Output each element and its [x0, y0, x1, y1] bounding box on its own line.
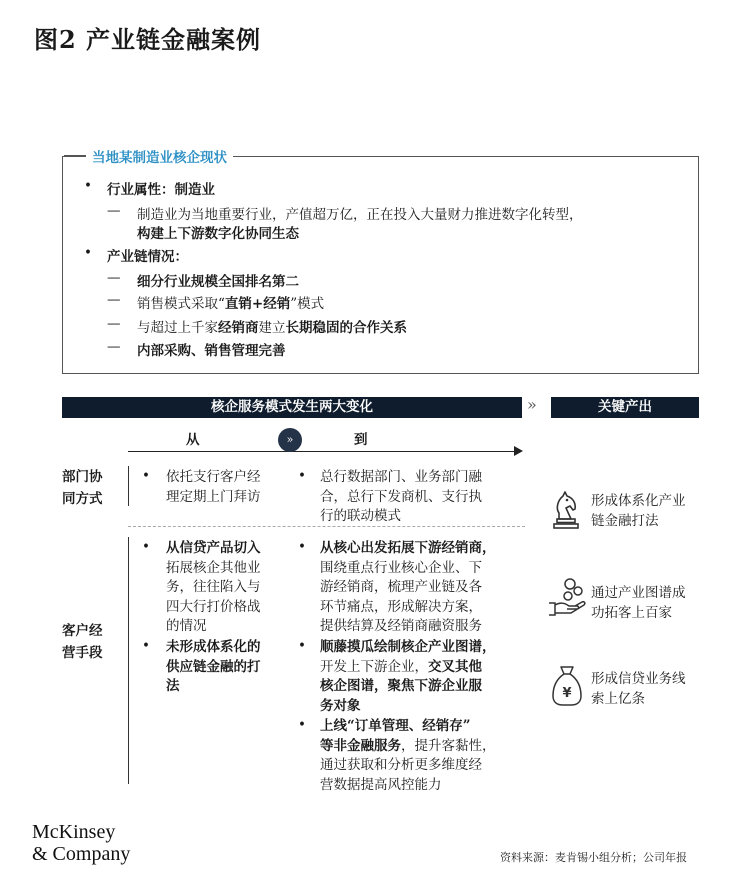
arrow-head-icon	[514, 446, 523, 456]
bullet: •	[298, 717, 306, 733]
source-note: 资料来源：麦肯锡小组分析；公司年报	[500, 851, 687, 864]
dash: —	[107, 339, 121, 355]
output-2-line2: 功拓客上百家	[591, 604, 672, 621]
chain-item-3-d: 长期稳固的合作关系	[285, 320, 407, 336]
output-1-line2: 链金融打法	[591, 512, 659, 529]
dash: —	[107, 203, 121, 219]
bullet: •	[298, 638, 306, 654]
output-3-line1: 形成信贷业务线	[591, 671, 686, 687]
yuan-glyph: ¥	[562, 686, 572, 701]
changes-header: 核企服务模式发生两大变化	[62, 397, 522, 418]
row2-to-c-line2-a: 等非金融服务	[320, 737, 401, 754]
row2-to-b-line2	[320, 658, 496, 678]
row2-to-a-line2: 围绕重点行业核心企业、下	[320, 559, 482, 576]
row2-to-c-line4: 营数据提高风控能力	[320, 776, 442, 793]
chain-item-2	[137, 292, 324, 312]
chess-knight-icon	[551, 489, 581, 531]
row2-label-line1: 客户经	[62, 623, 103, 639]
row2-to-b-line4: 务对象	[320, 697, 361, 714]
outputs-header: 关键产出	[551, 397, 699, 418]
chain-item-3-b: 经销商	[218, 320, 259, 336]
row2-from-a-line1: 从信贷产品切入	[166, 540, 261, 556]
row1-to-line3: 行的联动模式	[320, 508, 401, 524]
logo-line1: McKinsey	[32, 821, 116, 843]
row1-to-line1: 总行数据部门、业务部门融	[320, 469, 482, 485]
output-1-line1: 形成体系化产业	[591, 493, 686, 509]
status-box-title: 当地某制造业核企现状	[86, 146, 233, 166]
bullet: •	[298, 468, 306, 484]
row2-to-a-line5: 提供结算及经销商融资服务	[320, 618, 482, 634]
row2-to-c-line2	[320, 737, 496, 757]
row2-from-a-line5: 的情况	[166, 618, 207, 634]
row2-from-a-line2: 拓展核企其他业	[166, 559, 261, 576]
row2-divider	[128, 537, 129, 784]
chain-item-2-a: 销售模式采取“	[137, 296, 225, 312]
bullet: •	[142, 638, 150, 654]
row2-to-c-line2-b: ，提升客黏性，	[401, 737, 496, 754]
from-label: 从	[186, 432, 200, 448]
chain-item-2-c: ”模式	[290, 296, 325, 312]
bullet: •	[142, 468, 150, 484]
row1-to-line2: 合，总行下发商机、支行执	[320, 488, 482, 505]
industry-label: 行业属性：制造业	[107, 182, 215, 198]
bullet: •	[84, 245, 92, 261]
row2-to-c-line3: 通过获取和分析更多维度经	[320, 757, 482, 773]
bullet: •	[84, 178, 92, 194]
row2-to-b-line3: 核企图谱，聚焦下游企业服	[320, 678, 482, 694]
chain-item-2-b: 直销+经销	[224, 296, 291, 312]
row1-from-line1: 依托支行客户经	[166, 469, 261, 485]
row2-from-a-line4: 四大行打价格战	[166, 598, 261, 615]
chain-item-1: 细分行业规模全国排名第二	[137, 274, 299, 290]
row2-to-b-line1: 顺藤摸瓜绘制核企产业图谱，	[320, 639, 496, 655]
row2-from-b-line2: 供应链金融的打	[166, 658, 261, 675]
row2-to-b-line2-b: 交叉其他	[428, 658, 482, 675]
chain-item-3-a: 与超过上千家	[137, 320, 218, 336]
row2-from-b-line3: 法	[166, 678, 180, 694]
yuan-bag-icon	[551, 665, 583, 707]
row2-to-a-line3: 游经销商，梳理产业链及各	[320, 579, 482, 595]
chain-label: 产业链情况：	[107, 249, 188, 265]
row2-to-a-line1: 从核心出发拓展下游经销商，	[320, 540, 496, 556]
from-to-arrow-line	[128, 451, 516, 452]
mckinsey-logo	[32, 821, 130, 865]
output-2-line1: 通过产业图谱成	[591, 585, 686, 601]
row1-label-line1: 部门协	[62, 469, 103, 485]
row2-to-a-line4: 环节痛点，形成解决方案，	[320, 598, 482, 615]
double-chevron-icon: »	[278, 428, 302, 452]
dash: —	[107, 270, 121, 286]
bullet: •	[142, 539, 150, 555]
hand-coins-icon	[547, 577, 587, 617]
row1-divider	[128, 466, 129, 506]
chain-item-4: 内部采购、销售管理完善	[137, 343, 286, 359]
row2-to-b-line2-a: 开发上下游企业，	[320, 658, 428, 675]
chain-item-3	[137, 316, 407, 336]
row1-from-line2: 理定期上门拜访	[166, 488, 261, 505]
bullet: •	[298, 539, 306, 555]
row2-from-b-line1: 未形成体系化的	[166, 639, 261, 655]
figure-title: 图2 产业链金融案例	[34, 25, 262, 54]
industry-desc-line1: 制造业为当地重要行业，产值超万亿，正在投入大量财力推进数字化转型，	[137, 207, 583, 223]
row2-from-a-line3: 务，往往陷入与	[166, 579, 261, 595]
chain-item-3-c: 建立	[258, 320, 286, 336]
row2-label-line2: 营手段	[62, 645, 103, 661]
logo-line2: & Company	[32, 843, 131, 865]
row1-label-line2: 同方式	[62, 491, 103, 507]
industry-desc-line2: 构建上下游数字化协同生态	[137, 226, 299, 242]
row2-to-c-line1: 上线“订单管理、经销存”	[320, 718, 471, 734]
to-label: 到	[354, 432, 368, 448]
dash: —	[107, 292, 121, 308]
output-3-line2: 索上亿条	[591, 690, 645, 707]
dash: —	[107, 316, 121, 332]
chevron-right-icon: »	[527, 395, 537, 414]
